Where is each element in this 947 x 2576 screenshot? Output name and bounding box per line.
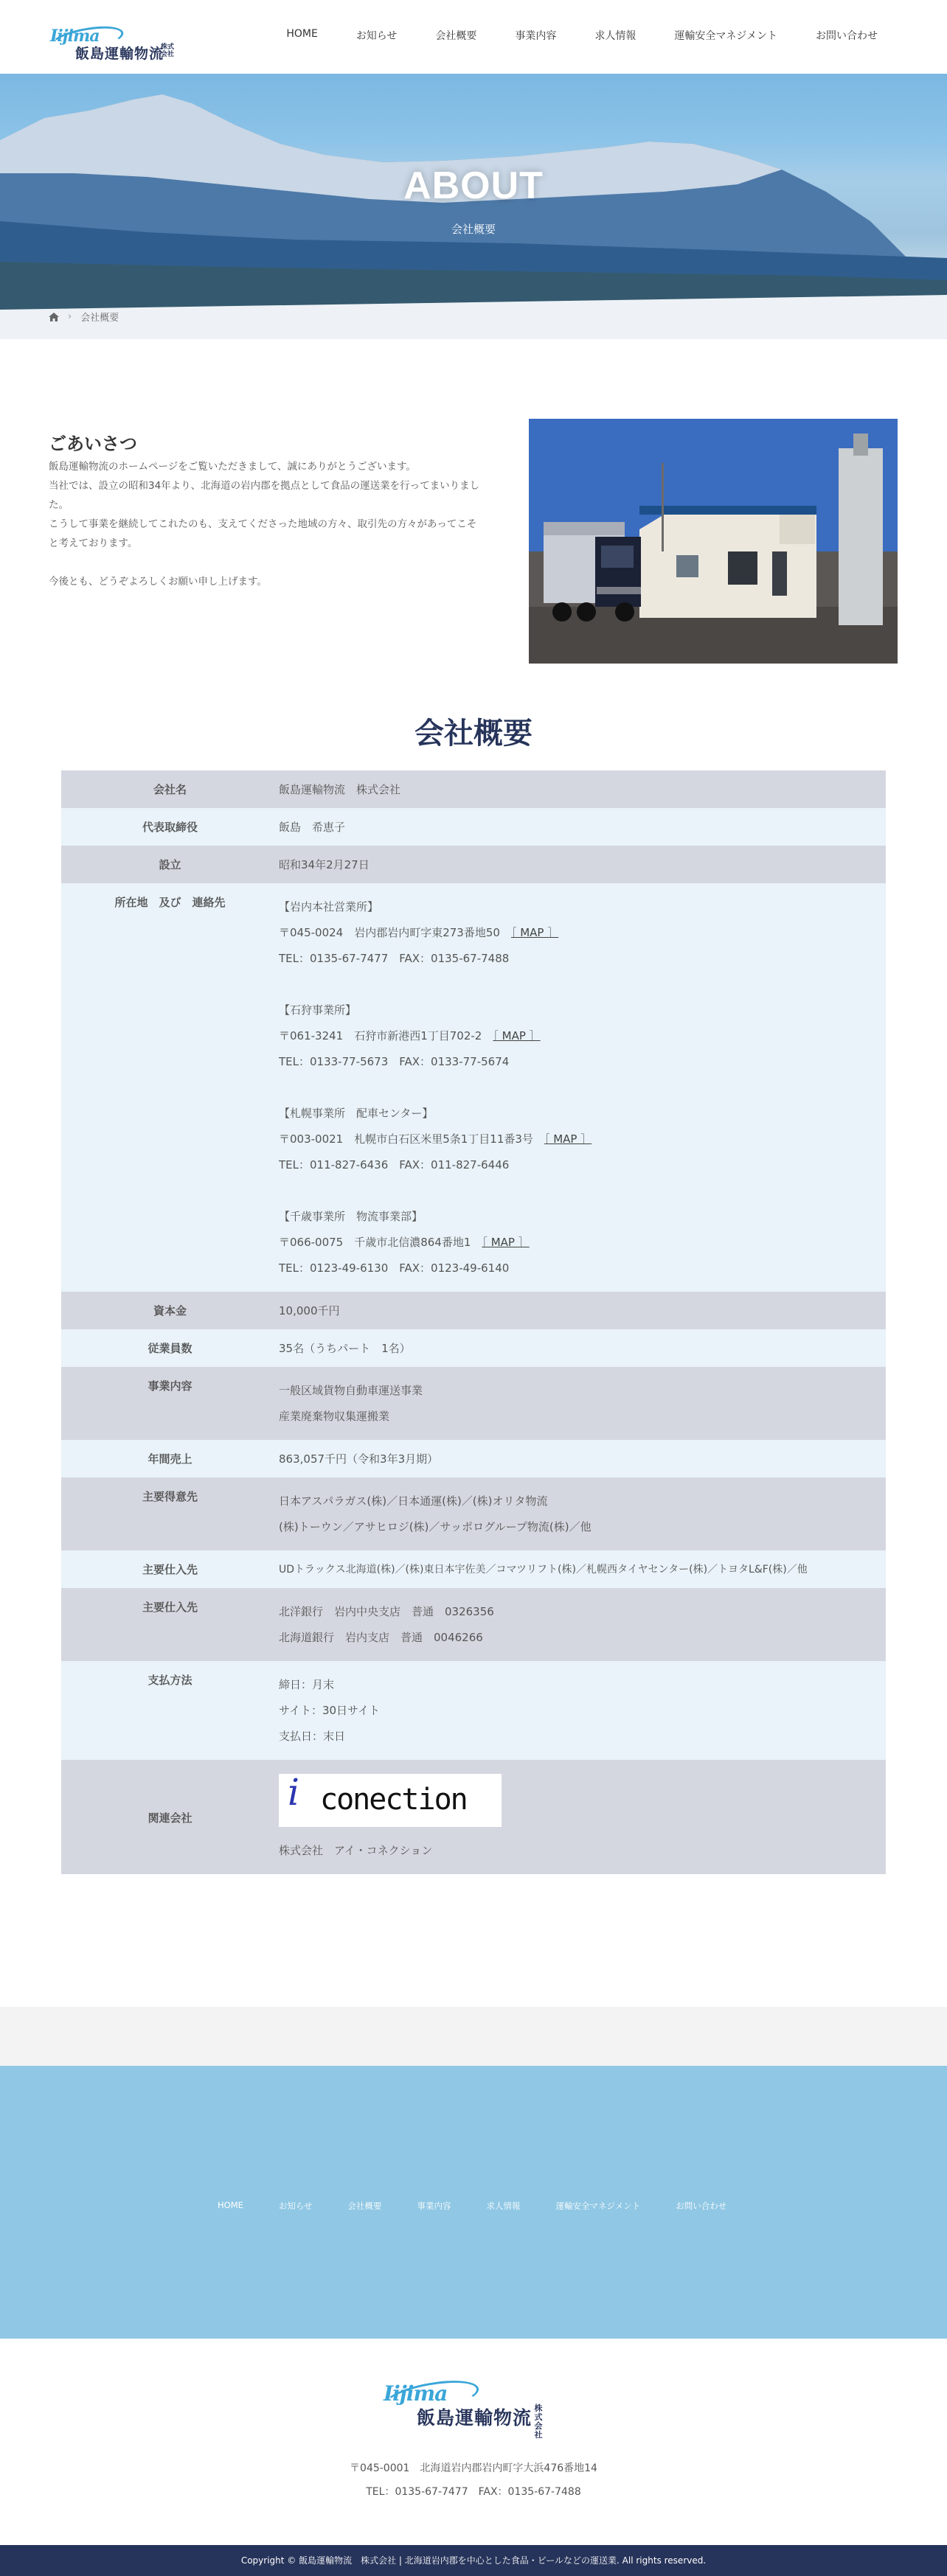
office-address — [279, 920, 886, 946]
map-link[interactable]: ［ MAP ］ — [510, 926, 559, 939]
map-link[interactable]: ［ MAP ］ — [544, 1132, 592, 1146]
footer-nav-home[interactable]: HOME — [218, 2200, 243, 2210]
office-address-text: 〒066-0075 千歳市北信濃864番地1 — [279, 1236, 471, 1249]
footer-tel-line: TEL：0135-67-7477 FAX：0135-67-7488 — [366, 2486, 581, 2498]
table-row — [61, 1760, 886, 1874]
main-nav — [286, 28, 878, 43]
row-value: 株式会社 アイ・コネクション — [279, 1844, 433, 1857]
office-name: 【千歳事業所 物流事業部】 — [279, 1210, 423, 1223]
nav-news[interactable]: お知らせ — [355, 30, 398, 42]
nav-business[interactable]: 事業内容 — [515, 30, 557, 42]
office-block — [279, 894, 886, 972]
office-address — [279, 1230, 886, 1256]
row-label: 主要仕入先 — [61, 1588, 279, 1661]
conection-logo-text: conection — [320, 1783, 467, 1817]
office-block — [279, 998, 886, 1075]
row-label: 代表取締役 — [61, 808, 279, 846]
office-tel: TEL：0135-67-7477 FAX：0135-67-7488 — [279, 952, 510, 965]
footer-info — [0, 2339, 947, 2545]
row-value: 863,057千円（令和3年3月期） — [279, 1452, 439, 1466]
company-info-table — [61, 770, 886, 1874]
nav-contact[interactable]: お問い合わせ — [816, 30, 878, 42]
table-row — [61, 883, 886, 1292]
logo-name: 飯島運輸物流 — [417, 2407, 533, 2429]
table-row — [61, 808, 886, 846]
conection-logo[interactable] — [279, 1771, 502, 1827]
row-value: 35名（うちパート 1名） — [279, 1342, 411, 1355]
map-link[interactable]: ［ MAP ］ — [482, 1236, 530, 1249]
row-label: 主要得意先 — [61, 1477, 279, 1550]
table-row — [61, 1588, 886, 1661]
copyright-bar: Copyright © 飯島運輸物流 株式会社 | 北海道岩内郡を中心とした食品・ビールなどの運送業. All rights reserved. — [0, 2545, 947, 2576]
map-link[interactable]: ［ MAP ］ — [493, 1029, 541, 1042]
row-value: 北洋銀行 岩内中央支店 普通 0326356 — [279, 1605, 494, 1618]
footer-nav-about[interactable]: 会社概要 — [347, 2201, 382, 2211]
table-row — [61, 1661, 886, 1760]
office-tel: TEL：0123-49-6130 FAX：0123-49-6140 — [279, 1261, 510, 1275]
table-row — [61, 1367, 886, 1440]
footer-nav-safety[interactable]: 運輸安全マネジメント — [555, 2201, 641, 2211]
company-section-title: 会社概要 — [414, 717, 533, 751]
greeting-section — [0, 339, 947, 708]
table-row — [61, 1440, 886, 1477]
conection-logo-initial: i — [288, 1771, 299, 1814]
footer-nav — [218, 2200, 762, 2212]
office-name: 【岩内本社営業所】 — [279, 900, 379, 913]
row-value: 飯島運輸物流 株式会社 — [279, 783, 401, 796]
nav-about[interactable]: 会社概要 — [435, 30, 477, 42]
table-row — [61, 1477, 886, 1550]
footer-address-line: 〒045-0001 北海道岩内郡岩内町字大浜476番地14 — [350, 2462, 597, 2474]
office-address-text: 〒003-0021 札幌市白石区米里5条1丁目11番3号 — [279, 1132, 533, 1146]
home-icon[interactable] — [49, 313, 59, 321]
greeting-line: こうして事業を継続してこれたのも、支えてくださった地域の方々、取引先の方々があってこそと考えております。 — [49, 518, 477, 549]
row-value: 一般区域貨物自動車運送事業 — [279, 1384, 423, 1397]
site-header — [0, 0, 947, 74]
nav-safety[interactable]: 運輸安全マネジメント — [674, 30, 777, 42]
hero-title: ABOUT — [403, 164, 544, 207]
row-value: サイト：30日サイト — [279, 1704, 380, 1717]
breadcrumb-current: 会社概要 — [80, 313, 119, 324]
footer-spacer — [0, 2007, 947, 2066]
footer-nav-news[interactable]: お知らせ — [278, 2201, 313, 2211]
office-address — [279, 1023, 886, 1049]
table-row — [61, 846, 886, 883]
row-label: 関連会社 — [61, 1760, 279, 1874]
footer-nav-area — [0, 2066, 947, 2339]
chevron-right-icon: › — [68, 311, 72, 322]
table-row — [61, 1292, 886, 1329]
row-label: 事業内容 — [61, 1367, 279, 1440]
row-value: 北海道銀行 岩内支店 普通 0046266 — [279, 1631, 483, 1644]
row-value: (株)トーウン／アサヒロジ(株)／サッポログループ物流(株)／他 — [279, 1520, 592, 1534]
greeting-line: 当社では、設立の昭和34年より、北海道の岩内郡を拠点として食品の運送業を行ってまいりました。 — [49, 480, 480, 511]
table-row — [61, 1329, 886, 1367]
office-tel: TEL：0133-77-5673 FAX：0133-77-5674 — [279, 1055, 510, 1068]
office-address-text: 〒045-0024 岩内郡岩内町字東273番地50 — [279, 926, 500, 939]
nav-home[interactable]: HOME — [286, 28, 318, 40]
office-name: 【石狩事業所】 — [279, 1003, 357, 1017]
row-value: 飯島 希恵子 — [279, 821, 346, 834]
greeting-line: 今後とも、どうぞよろしくお願い申し上げます。 — [49, 576, 267, 588]
row-label: 所在地 及び 連絡先 — [61, 883, 279, 1292]
footer-address — [0, 2457, 947, 2504]
logo-kk: 株式会社 — [161, 43, 175, 58]
row-value: UDトラックス北海道(株)／(株)東日本宇佐美／コマツリフト(株)／札幌西タイヤセンター(株)／トヨタL&F(株)／他 — [279, 1564, 808, 1576]
greeting-line — [49, 553, 484, 572]
row-label: 会社名 — [61, 770, 279, 808]
site-logo[interactable] — [50, 27, 183, 66]
row-label: 年間売上 — [61, 1440, 279, 1477]
office-name: 【札幌事業所 配車センター】 — [279, 1107, 434, 1120]
logo-kk: 株式会社 — [534, 2403, 543, 2440]
footer-logo[interactable] — [384, 2381, 568, 2440]
row-value: 日本アスパラガス(株)／日本通運(株)／(株)オリタ物流 — [279, 1494, 548, 1508]
footer-nav-recruit[interactable]: 求人情報 — [486, 2201, 521, 2211]
row-label: 設立 — [61, 846, 279, 883]
greeting-text — [49, 457, 484, 591]
office-address — [279, 1127, 886, 1152]
breadcrumb — [49, 310, 119, 324]
office-block — [279, 1101, 886, 1178]
row-value: 産業廃棄物収集運搬業 — [279, 1410, 390, 1423]
row-label: 資本金 — [61, 1292, 279, 1329]
table-row — [61, 1550, 886, 1588]
logo-name: 飯島運輸物流 — [75, 46, 164, 62]
row-value: 締日：月末 — [279, 1678, 335, 1691]
row-value: 10,000千円 — [279, 1304, 340, 1317]
hero-banner — [0, 74, 947, 339]
office-address-text: 〒061-3241 石狩市新港西1丁目702-2 — [279, 1029, 482, 1042]
row-value: 支払日：末日 — [279, 1730, 346, 1743]
greeting-title: ごあいさつ — [49, 434, 137, 454]
row-label: 支払方法 — [61, 1661, 279, 1760]
footer-nav-business[interactable]: 事業内容 — [417, 2201, 451, 2211]
logo-mark: Iijima — [384, 2381, 448, 2406]
row-label: 主要仕入先 — [61, 1550, 279, 1588]
row-label: 従業員数 — [61, 1329, 279, 1367]
table-row — [61, 770, 886, 808]
nav-recruit[interactable]: 求人情報 — [594, 30, 636, 42]
office-truck-photo — [529, 419, 898, 664]
office-block — [279, 1204, 886, 1281]
hero-subtitle: 会社概要 — [451, 223, 496, 236]
office-tel: TEL：011-827-6436 FAX：011-827-6446 — [279, 1158, 510, 1172]
row-value: 昭和34年2月27日 — [279, 858, 370, 871]
logo-mark: Iijima — [50, 27, 100, 46]
greeting-line: 飯島運輸物流のホームページをご覧いただきまして、誠にありがとうございます。 — [49, 461, 416, 473]
footer-nav-contact[interactable]: お問い合わせ — [676, 2201, 727, 2211]
locations-value — [279, 883, 886, 1292]
